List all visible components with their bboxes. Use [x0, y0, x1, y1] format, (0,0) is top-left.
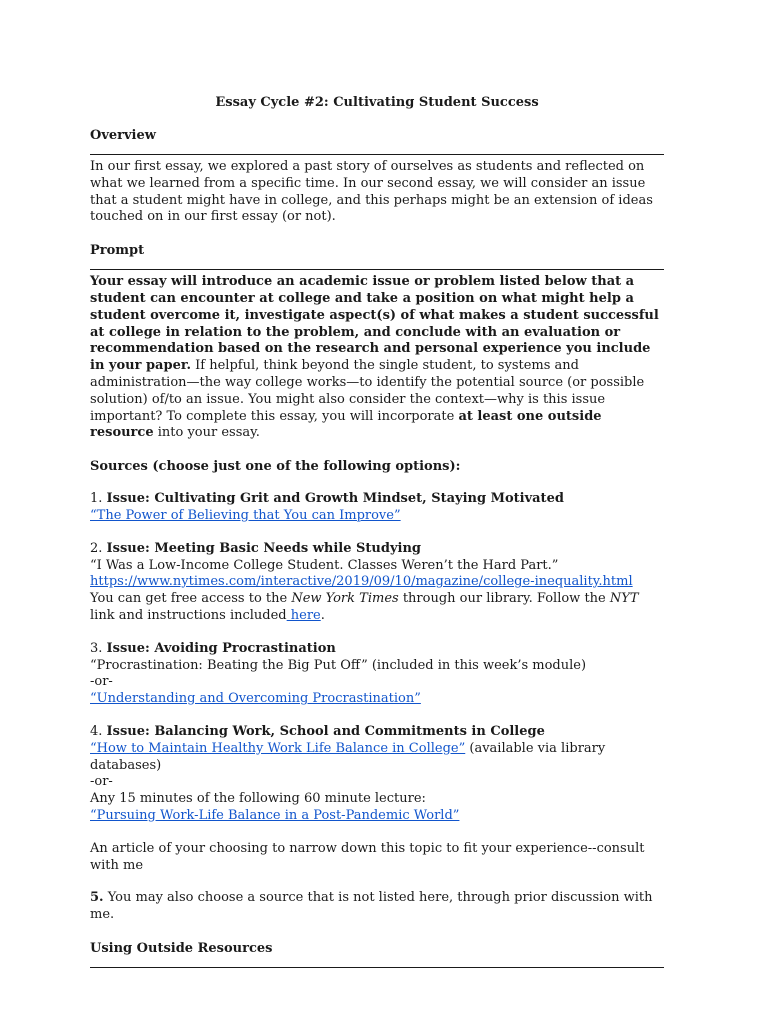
document-page [90, 94, 664, 972]
prompt-heading: Prompt [90, 243, 145, 259]
sources-heading: Sources (choose just one of the following options): [90, 459, 461, 475]
overview-text: In our first essay, we explored a past story of ourselves as students and reflected on what we learned from a specific time. In our second essay, we will consider an issue that a student might have in college, and this perhaps might be an extension of ideas touched on in our first essay (or not). [90, 159, 653, 225]
outside-resources-rule [90, 957, 664, 968]
source-2-url-link[interactable]: https://www.nytimes.com/interactive/2019/09/10/magazine/college-inequality.html [90, 574, 633, 590]
source-3-link[interactable]: “Understanding and Overcoming Procrastination” [90, 691, 421, 707]
source-4-or: -or- [90, 774, 113, 790]
source-5-text: 5. You may also choose a source that is not listed here, through prior discussion with me. [90, 890, 653, 923]
source-4-lecture-text: Any 15 minutes of the following 60 minute lecture: [90, 791, 426, 807]
source-1-link[interactable]: “The Power of Believing that You can Improve” [90, 507, 401, 523]
source-4-link-2[interactable]: “Pursuing Work-Life Balance in a Post-Pandemic World” [90, 807, 460, 823]
source-2-title: 2. Issue: Meeting Basic Needs while Studying [90, 540, 422, 556]
source-3-or: -or- [90, 674, 113, 690]
prompt-text-2: into your essay. [153, 425, 260, 441]
prompt-text-1: If helpful, think beyond the single student, to systems and administration—the way college works—to identify the potential source (or possible solution) of/to an issue. You might also consider the context—why is this issue important? To complete this essay, you will incorporate [90, 358, 645, 424]
source-2-note: You can get free access to the New York Times through our library. Follow the NYT link and instructions included here. [90, 591, 639, 623]
source-1-title: 1. Issue: Cultivating Grit and Growth Mindset, Staying Motivated [90, 491, 564, 507]
overview-rule [90, 144, 664, 155]
prompt-bold-text: Your essay will introduce an academic issue or problem listed below that a student can encounter at college and take a position on what might help a student overcome it, investigate aspect(s) of what makes a student successful at college in relation to the problem, and conclude with an evaluation or recommendation based on the research and personal experience you include in your paper. [90, 274, 659, 374]
source-2-here-link[interactable]: here [286, 607, 321, 623]
overview-heading: Overview [90, 128, 156, 143]
source-2-quote: “I Was a Low-Income College Student. Classes Weren’t the Hard Part.” [90, 557, 559, 573]
prompt-text [90, 274, 664, 442]
source-4-title: 4. Issue: Balancing Work, School and Commitments in College [90, 723, 545, 739]
article-note: An article of your choosing to narrow down this topic to fit your experience--consult with me [90, 840, 645, 873]
outside-resources-heading: Using Outside Resources [90, 940, 273, 956]
source-4-link-1-note: (available via library databases) [90, 740, 606, 773]
source-4-link-1[interactable]: “How to Maintain Healthy Work Life Balance in College” [90, 740, 466, 756]
source-3-title: 3. Issue: Avoiding Procrastination [90, 640, 336, 656]
source-3-text: “Procrastination: Beating the Big Put Off” (included in this week’s module) [90, 657, 587, 673]
prompt-rule [90, 259, 664, 270]
prompt-bold-text-2: at least one outside resource [90, 408, 602, 441]
document-title: Essay Cycle #2: Cultivating Student Success [215, 95, 539, 110]
